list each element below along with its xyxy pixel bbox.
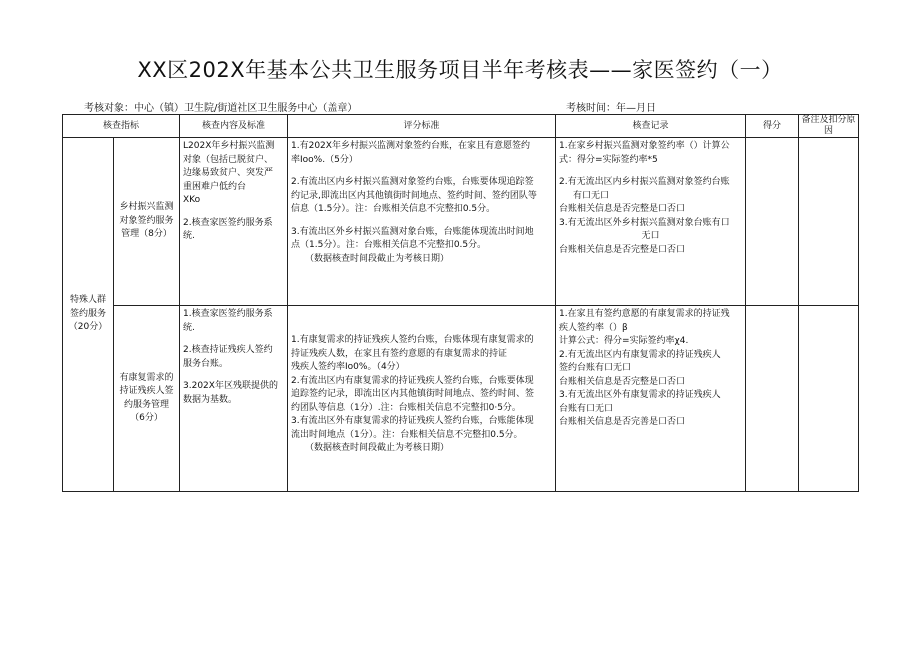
standard-line: 追踪签约记录，即流出区内其他镇街时间地点、签约时间、签 [291, 389, 535, 399]
record-line: 台账相关信息是否完整是口否口 [559, 204, 686, 214]
sub-line: 约服务管理 [124, 399, 170, 410]
standard-line: 点（1.5分）。注：台账相关信息不完整扣0.5分。 [291, 240, 487, 250]
assessment-table [62, 114, 859, 492]
assessment-time: 考核时间：年—月日 [566, 103, 656, 114]
assessment-target: 考核对象：中心（镇）卫生院/街道社区卫生服务中心（盖章） [84, 103, 358, 114]
record-line: 式：得分=实际签约率*5 [559, 154, 658, 165]
standard-line: 持证残疾人数，在家且有签约意愿的有康复需求的持证 [291, 348, 508, 359]
category-cell [63, 138, 114, 492]
content-line: 对象（包括已脱贫户、 [183, 154, 274, 165]
content-line: 重困难户低约台 [183, 181, 247, 192]
content-line: 1.核查家医签约服务系 [183, 309, 273, 319]
record-cell [556, 138, 746, 306]
category-line: 签约服务 [69, 308, 106, 319]
record-line: 签约台账有口无口 [559, 363, 632, 373]
record-line: 台账相关信息是否完整是口否口 [559, 244, 686, 255]
record-line: 2.有无流出区内有康复需求的持证残疾人 [559, 349, 721, 360]
content-cell [180, 138, 288, 306]
record-line: 计算公式：得分=实际签约率χ4. [559, 336, 689, 346]
record-line: 3.有无流出区外乡村振兴监测对象台账有口 [559, 217, 730, 228]
record-line: 1.在家且有签约意愿的有康复需求的持证残 [559, 309, 730, 319]
category-line: 特殊人群 [69, 295, 106, 306]
content-cell [180, 306, 288, 492]
record-line: 2.有无流出区内乡村振兴监测对象签约台账 [559, 177, 730, 187]
note-cell[interactable] [799, 306, 859, 492]
sub-line: 对象签约服务 [119, 215, 174, 226]
content-line: 数据为基数。 [183, 394, 238, 405]
content-line: 服务台账。 [183, 358, 229, 369]
score-cell[interactable] [746, 306, 799, 492]
header-indicator: 核查指标 [63, 115, 180, 138]
standard-line: 约团队等信息（1分）.注：台账相关信息不完整扣0·5分。 [291, 402, 521, 413]
header-content: 核查内容及标准 [180, 115, 288, 138]
standard-line: 信息（1.5分）。注：台账相关信息不完整扣0.5分。 [291, 204, 496, 214]
record-line: 台账有口无口 [559, 403, 614, 414]
record-line: 疾人签约率（）β [559, 322, 628, 333]
sub-line: 有康复需求的 [119, 372, 174, 383]
content-line: 3.202X年区残联提供的 [183, 381, 278, 391]
record-line: 台账相关信息是否完整是口否口 [559, 376, 686, 387]
content-line: 统. [183, 322, 195, 333]
content-line: 边缘易致贫户、突发严 [183, 168, 274, 178]
header-row [63, 115, 859, 138]
page-title: XX区202X年基本公共卫生服务项目半年考核表——家医签约（一） [137, 58, 783, 82]
standard-line: 3.有流出区外乡村振兴监测对象台账，台账能体现流出时间地 [291, 226, 534, 237]
sub-line: 管理（8分） [121, 229, 172, 240]
sub-line: 乡村振兴监测 [119, 202, 174, 213]
record-line: 无口 [641, 231, 660, 241]
category-line: （20分） [68, 322, 108, 333]
header-note: 备注及扣分原因 [799, 115, 859, 138]
content-line: XKo [183, 195, 201, 205]
subcategory-cell [114, 306, 180, 492]
standard-line: 3.有流出区外有康复需求的持证残疾人签约台账，台账能体现 [291, 416, 534, 426]
standard-note: （数据核查时间段截止为考核日期） [305, 443, 450, 453]
content-line: 2.核查持证残疾人签约 [183, 345, 273, 355]
standard-line: 约记录,即流出区内其他镇街时间地点、签约时间、签约团队等 [291, 190, 537, 201]
content-line: L202X年乡村振兴监测 [183, 141, 275, 151]
record-line: 台账相关信息是否完善是口否口 [559, 417, 686, 427]
standard-line: 2.有流出区内有康复需求的持证残疾人签约台账，台账要体现 [291, 375, 534, 386]
standard-line: 流出时间地点（1分）。注：台账相关信息不完整扣0.5分。 [291, 429, 523, 440]
content-line: 统. [183, 231, 195, 241]
record-cell [556, 306, 746, 492]
record-line: 1.在家乡村振兴监测对象签约率（）计算公 [559, 141, 730, 151]
sub-line: 持证残疾人签 [119, 386, 174, 396]
record-line: 有口无口 [573, 190, 610, 201]
subcategory-cell [114, 138, 180, 306]
standard-cell [288, 306, 556, 492]
standard-line: 率Ioo%.（5分） [291, 154, 358, 165]
header-record: 核查记录 [556, 115, 746, 138]
table-row [63, 306, 859, 492]
sub-line: （6分） [130, 413, 163, 423]
record-line: 3.有无流出区外有康复需求的持证残疾人 [559, 390, 721, 400]
standard-line: 2.有流出区内乡村振兴监测对象签约台账，台账要体现追踪签 [291, 177, 534, 187]
standard-line: 1.有202X年乡村振兴监测对象签约台账，在家且有意愿签约 [291, 141, 530, 151]
content-line: 2.核查家医签约服务系 [183, 217, 273, 228]
standard-line: 1.有康复需求的持证残疾人签约台账，台账体现有康复需求的 [291, 335, 534, 345]
note-cell[interactable] [799, 138, 859, 306]
header-score: 得分 [746, 115, 799, 138]
standard-note: （数据核查时间段截止为考核日期） [305, 253, 450, 264]
standard-line: 残疾人签约率Io0%。（4分） [291, 362, 405, 372]
table-row [63, 138, 859, 306]
standard-cell [288, 138, 556, 306]
score-cell[interactable] [746, 138, 799, 306]
header-standard: 评分标准 [288, 115, 556, 138]
